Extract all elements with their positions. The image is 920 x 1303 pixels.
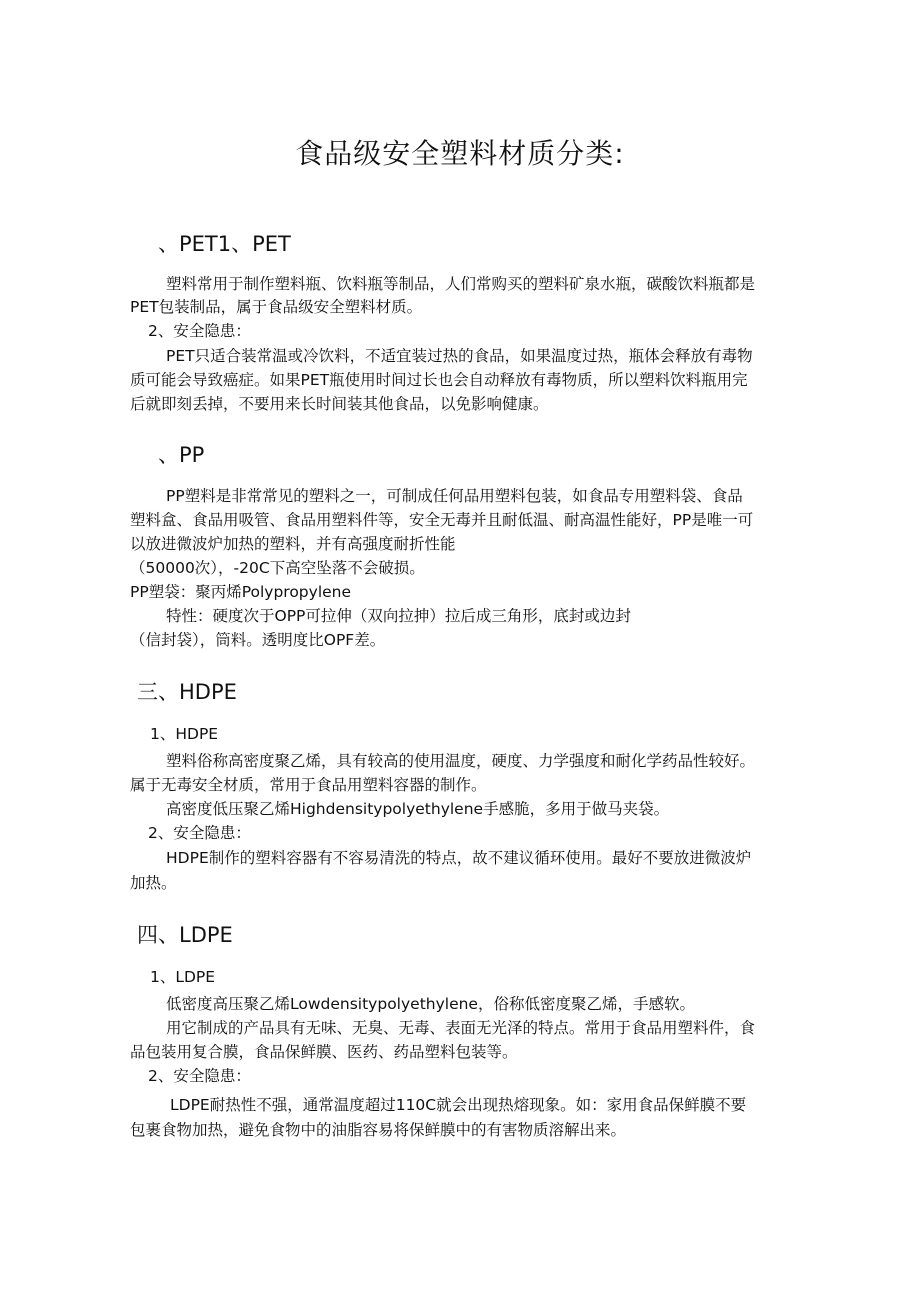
paragraph-line: 属于无毒安全材质，常用于食品用塑料容器的制作。 [130, 776, 487, 794]
paragraph-line: 包裹食物加热，避免食物中的油脂容易将保鲜膜中的有害物质溶解出来。 [130, 1121, 627, 1139]
section-heading-pp: 、PP [158, 443, 205, 467]
paragraph-line: 以放进微波炉加热的塑料，并有高强度耐折性能 [130, 535, 456, 553]
paragraph-line: PET只适合装常温或冷饮料，不适宜装过热的食品，如果温度过热，瓶体会释放有毒物 [166, 347, 753, 365]
paragraph-line: PET包装制品，属于食品级安全塑料材质。 [130, 298, 423, 316]
paragraph-line: 塑料俗称高密度聚乙烯，具有较高的使用温度，硬度、力学强度和耐化学药品性较好。 [166, 752, 756, 770]
paragraph-line: 塑料盒、食品用吸管、食品用塑料件等，安全无毒并且耐低温、耐高温性能好，PP是唯一可 [130, 511, 754, 529]
section-heading-pet: 、PET1、PET [158, 232, 291, 256]
paragraph-line: （50000次），-20C下高空坠落不会破损。 [130, 559, 425, 577]
paragraph-line: 2、安全隐患： [148, 824, 251, 842]
paragraph-line: 质可能会导致癌症。如果PET瓶使用时间过长也会自动释放有毒物质，所以塑料饮料瓶用完 [130, 371, 748, 389]
paragraph-line: 特性：硬度次于OPP可拉伸（双向拉抻）拉后成三角形，底封或边封 [166, 607, 631, 625]
page-title: 食品级安全塑料材质分类: [295, 137, 625, 170]
section-heading-hdpe: 三、HDPE [137, 680, 237, 704]
section-heading-ldpe: 四、LDPE [137, 923, 233, 947]
paragraph-line: 高密度低压聚乙烯Highdensitypolyethylene手感脆，多用于做马夹袋。 [166, 800, 670, 818]
paragraph-line: LDPE耐热性不强，通常温度超过110C就会出现热熔现象。如：家用食品保鲜膜不要 [170, 1096, 747, 1114]
paragraph-line: 2、安全隐患： [148, 1067, 251, 1085]
paragraph-line: HDPE制作的塑料容器有不容易清洗的特点，故不建议循环使用。最好不要放进微波炉 [166, 849, 752, 867]
paragraph-line: 2、安全隐患： [148, 322, 251, 340]
paragraph-line: PP塑袋：聚丙烯Polypropylene [130, 583, 352, 601]
paragraph-line: 1、HDPE [150, 725, 219, 743]
paragraph-line: （信封袋），筒料。透明度比OPF差。 [130, 631, 386, 649]
paragraph-line: 1、LDPE [150, 968, 216, 986]
paragraph-line: 品包装用复合膜，食品保鲜膜、医药、药品塑料包装等。 [130, 1043, 518, 1061]
paragraph-line: 塑料常用于制作塑料瓶、饮料瓶等制品，人们常购买的塑料矿泉水瓶，碳酸饮料瓶都是 [166, 275, 756, 293]
paragraph-line: 低密度高压聚乙烯Lowdensitypolyethylene，俗称低密度聚乙烯，手感软。 [166, 995, 695, 1013]
paragraph-line: 用它制成的产品具有无味、无臭、无毒、表面无光泽的特点。常用于食品用塑料件，食 [166, 1019, 756, 1037]
paragraph-line: PP塑料是非常常见的塑料之一，可制成任何品用塑料包装，如食品专用塑料袋、食品 [166, 487, 743, 505]
paragraph-line: 加热。 [130, 874, 177, 892]
paragraph-line: 后就即刻丢掉，不要用来长时间装其他食品，以免影响健康。 [130, 395, 549, 413]
